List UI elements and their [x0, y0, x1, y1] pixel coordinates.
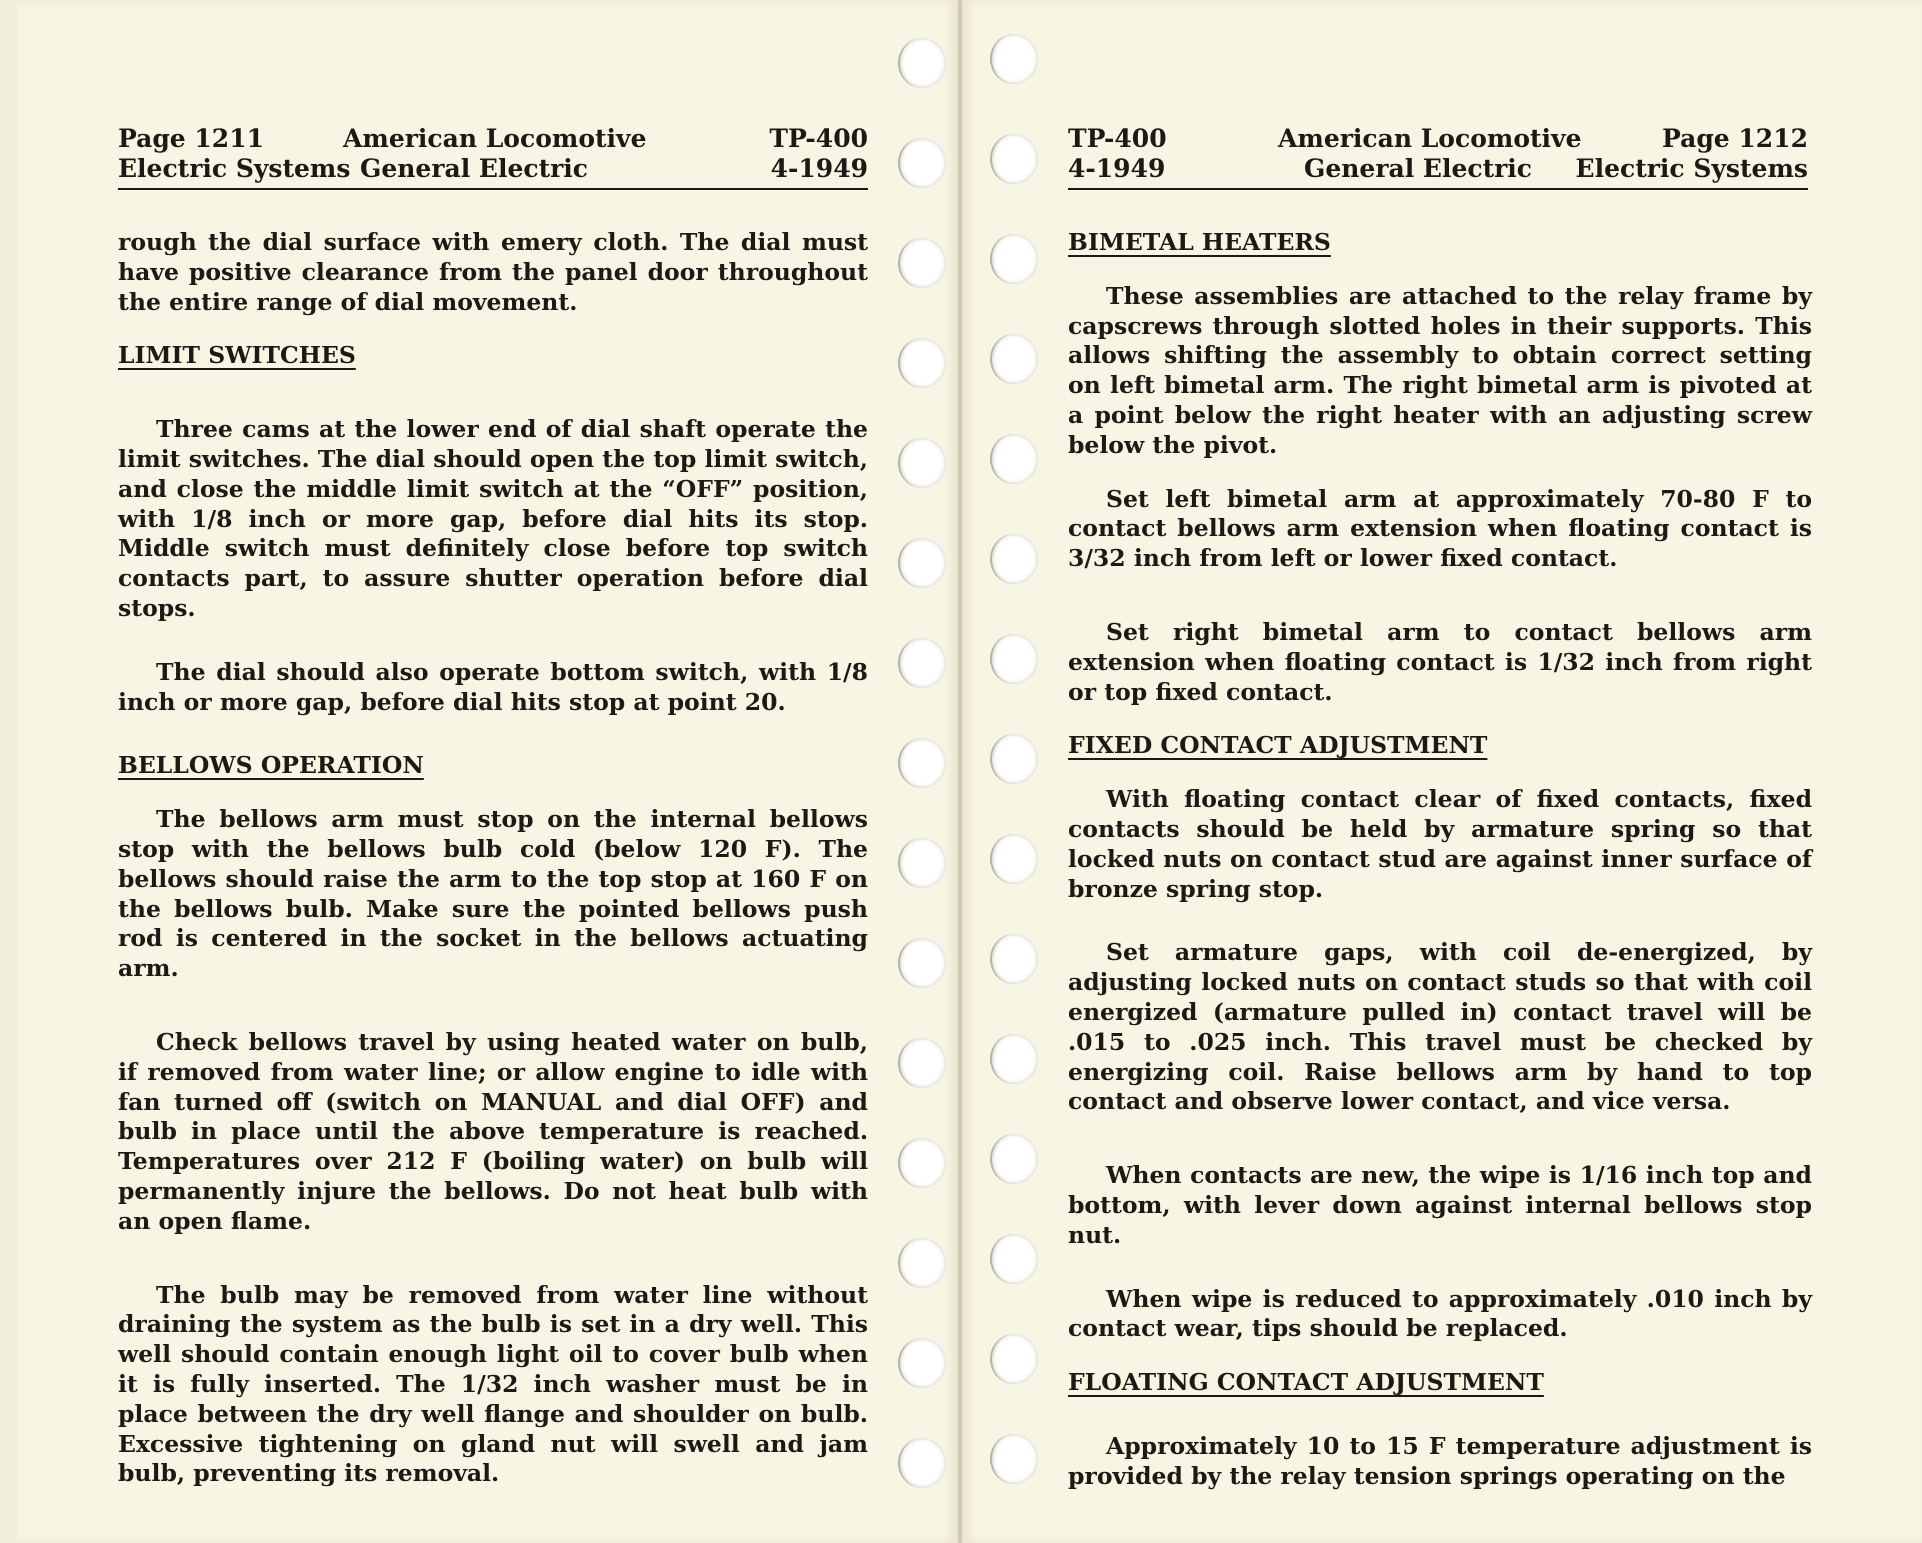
binder-hole [990, 634, 1038, 684]
binder-hole [990, 1234, 1038, 1284]
page-number: Page 1212 [1662, 124, 1808, 153]
section-heading-bimetal-heaters: BIMETAL HEATERS [1068, 228, 1331, 256]
binder-hole [898, 338, 946, 388]
binder-hole [990, 834, 1038, 884]
company-name: American Locomotive [1278, 124, 1582, 153]
paragraph: The bulb may be removed from water line without draining the system as the bulb is set in a dry well. This well should contain enough light oil to cover bulb when it is fully inserted. The 1/32 inch washer must be in place between the dry well flange and shoulder on bulb. Excessive tightening on gland nut will swell and jam bulb, preventing its removal. [118, 1280, 868, 1488]
document-date: 4-1949 [770, 154, 868, 183]
binder-hole [990, 34, 1038, 84]
binder-hole [898, 838, 946, 888]
binder-hole [990, 734, 1038, 784]
binder-hole [898, 438, 946, 488]
paragraph: When wipe is reduced to approximately .010 inch by contact wear, tips should be replaced. [1068, 1284, 1812, 1343]
right-page-content [1068, 228, 1812, 1492]
binder-hole [990, 334, 1038, 384]
paragraph: Approximately 10 to 15 F temperature adjustment is provided by the relay tension springs operating on the [1068, 1431, 1812, 1490]
paragraph: Set armature gaps, with coil de-energized, by adjusting locked nuts on contact studs so that with coil energized (armature pulled in) contact travel will be .015 to .025 inch. This travel must be checked by energizing coil. Raise bellows arm by hand to top contact and observe lower contact, and vice versa. [1068, 938, 1812, 1116]
paragraph: The bellows arm must stop on the internal bellows stop with the bellows bulb cold (below 120 F). The bellows should raise the arm to the top stop at 160 F on the bellows bulb. Make sure the pointed bellows push rod is centered in the socket in the bellows actuating arm. [118, 805, 868, 983]
binder-hole [898, 538, 946, 588]
section-heading-fixed-contact-adjustment: FIXED CONTACT ADJUSTMENT [1068, 731, 1488, 760]
binder-hole [898, 238, 946, 288]
left-page-content [118, 228, 868, 1489]
paragraph: When contacts are new, the wipe is 1/16 inch top and bottom, with lever down against internal bellows stop nut. [1068, 1161, 1812, 1249]
binder-hole [898, 1338, 946, 1388]
company-name: American Locomotive [343, 124, 647, 153]
binder-hole [990, 1334, 1038, 1384]
company-name-2: General Electric [1304, 154, 1533, 183]
binder-hole [898, 38, 946, 88]
binder-hole [990, 1434, 1038, 1484]
section-heading-floating-contact-adjustment: FLOATING CONTACT ADJUSTMENT [1068, 1368, 1544, 1397]
paragraph: Set right bimetal arm to contact bellows arm extension when floating contact is 1/32 inch from right or top fixed contact. [1068, 617, 1812, 706]
paragraph: With floating contact clear of fixed contacts, fixed contacts should be held by armature spring so that locked nuts on contact stud are against inner surface of bronze spring stop. [1068, 785, 1812, 903]
left-page-header [118, 124, 868, 190]
section-heading-bellows-operation: BELLOWS OPERATION [118, 751, 424, 780]
binder-hole [990, 934, 1038, 984]
document-code: TP-400 [1068, 124, 1167, 153]
right-page [962, 0, 1922, 1543]
binder-hole [898, 738, 946, 788]
binder-holes-right [990, 0, 1054, 1543]
binder-hole [898, 1438, 946, 1488]
binder-hole [990, 534, 1038, 584]
section-heading-limit-switches: LIMIT SWITCHES [118, 341, 356, 370]
binder-hole [898, 1238, 946, 1288]
binder-hole [898, 938, 946, 988]
binder-hole [990, 1134, 1038, 1184]
binder-hole [898, 138, 946, 188]
company-name-2: General Electric [360, 154, 589, 183]
binder-hole [898, 1038, 946, 1088]
binder-hole [990, 1034, 1038, 1084]
right-page-header [1068, 124, 1808, 190]
paragraph: These assemblies are attached to the relay frame by capscrews through slotted holes in their supports. This allows shifting the assembly to obtain correct setting on left bimetal arm. The right bimetal arm is pivoted at a point below the right heater with an adjusting screw below the pivot. [1068, 281, 1812, 459]
paragraph: rough the dial surface with emery cloth. The dial must have positive clearance from the panel door throughout the entire range of dial movement. [118, 228, 868, 316]
left-page [18, 0, 958, 1543]
document-code: TP-400 [769, 124, 868, 153]
binder-hole [898, 638, 946, 688]
section-name: Electric Systems [118, 154, 351, 183]
paragraph: Three cams at the lower end of dial shaft operate the limit switches. The dial should open the top limit switch, and close the middle limit switch at the “OFF” position, with 1/8 inch or more gap, before dial hits its stop. Middle switch must definitely close before top switch contacts part, to assure shutter operation before dial stops. [118, 415, 868, 622]
section-name: Electric Systems [1575, 154, 1808, 183]
paragraph: The dial should also operate bottom switch, with 1/8 inch or more gap, before dial hits stop at point 20. [118, 657, 868, 716]
binder-hole [990, 434, 1038, 484]
binder-hole [898, 1138, 946, 1188]
paragraph: Check bellows travel by using heated water on bulb, if removed from water line; or allow engine to idle with fan turned off (switch on MANUAL and dial OFF) and bulb in place until the above temperature is reached. Temperatures over 212 F (boiling water) on bulb will permanently injure the bellows. Do not heat bulb with an open flame. [118, 1027, 868, 1235]
binder-holes-left [898, 0, 958, 1543]
document-date: 4-1949 [1068, 154, 1166, 183]
page-number: Page 1211 [118, 124, 264, 153]
binder-hole [990, 134, 1038, 184]
paragraph: Set left bimetal arm at approximately 70-80 F to contact bellows arm extension when floating contact is 3/32 inch from left or lower fixed contact. [1068, 484, 1812, 573]
binder-hole [990, 234, 1038, 284]
